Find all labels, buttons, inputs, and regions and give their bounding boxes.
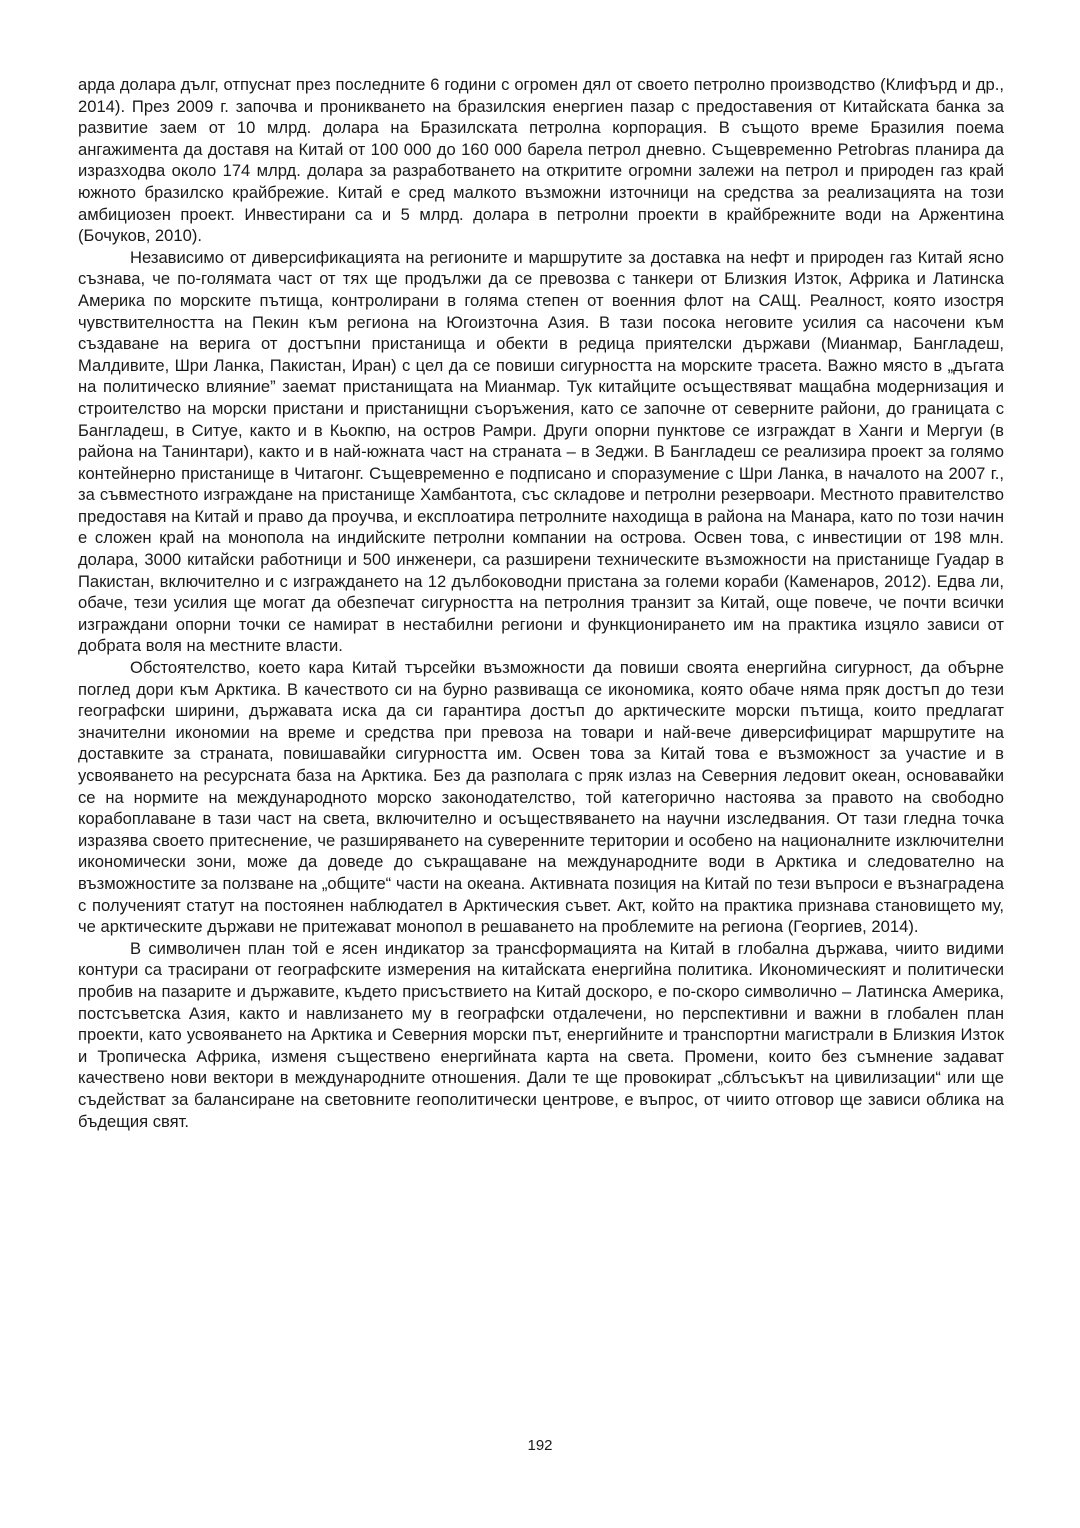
paragraph-4: В символичен план той е ясен индикатор за трансформацията на Китай в глобална държава, чиито видими контури са трасирани от географските измерения на китайската енергийна политика. Икономическият и политически пробив на пазарите и държавите, където присъствието на Китай доскоро, е по-скоро символично – Латинска Америка, постсъветска Азия, както и навлизането му в географски отдалечени, но перспективни и важни в глобален план проекти, като усвояването на Арктика и Северния морски път, енергийните и транспортни магистрали в Близкия Изток и Тропическа Африка, изменя съществено енергийната карта на света. Промени, които без съмнение задават качествено нови вектори в международните отношения. Дали те ще провокират „сблъсъкът на цивилизации“ или ще съдействат за балансиране на световните геополитически центрове, е въпрос, от чиито отговор ще зависи облика на бъдещия свят.	[78, 938, 1004, 1131]
page-body	[78, 74, 1004, 1132]
paragraph-1: арда долара дълг, отпуснат през последните 6 години с огромен дял от своето петролно производство (Клифърд и др., 2014). През 2009 г. започва и проникването на бразилския енергиен пазар с предоставения от Китайската банка за развитие заем от 10 млрд. долара на Бразилската петролна корпорация. В същото време Бразилия поема ангажимента да доставя на Китай от 100 000 до 160 000 барела петрол дневно. Същевременно Petrobras планира да изразходва около 174 млрд. долара за разработването на откритите огромни залежи на петрол и природен газ край южното бразилско крайбрежие. Китай е сред малкото възможни източници на средства за реализацията на този амбициозен проект. Инвестирани са и 5 млрд. долара в петролни проекти в крайбрежните води на Аржентина (Бочуков, 2010).	[78, 75, 1004, 246]
page-number: 192	[527, 1437, 553, 1454]
paragraph-2: Независимо от диверсификацията на регионите и маршрутите за доставка на нефт и природен газ Китай ясно съзнава, че по-голямата част от тях ще продължи да се превозва с танкери от Близкия Изток, Африка и Латинска Америка по морските пътища, контролирани в голяма степен от военния флот на САЩ. Реалност, която изостря чувствителността на Пекин към региона на Югоизточна Азия. В тази посока неговите усилия са насочени към създаване на верига от достъпни пристанища и обекти в редица приятелски държави (Мианмар, Бангладеш, Малдивите, Шри Ланка, Пакистан, Иран) с цел да се повиши сигурността на морските трасета. Важно място в „дъгата на политическо влияние” заемат пристанищата на Мианмар. Тук китайците осъществяват мащабна модернизация и строителство на морски пристани и пристанищни съоръжения, като се започне от северните райони, до границата с Бангладеш, в Ситуе, както и в Кьокпю, на остров Рамри. Други опорни пунктове се изграждат в Ханги и Мергуи (в района на Танинтари), както и в най-южната част на страната – в Зеджи. В Бангладеш се реализира проект за голямо контейнерно пристанище в Читагонг. Същевременно е подписано и споразумение с Шри Ланка, в началото на 2007 г., за съвместното изграждане на пристанище Хамбантота, със складове и петролни резервоари. Местното правителство предоставя на Китай и право да проучва, и експлоатира петролните находища в района на Манара, като по този начин е сложен край на монопола на индийските петролни компании на острова. Освен това, с инвестиции от 198 млн. долара, 3000 китайски работници и 500 инженери, са разширени техническите възможности на пристанище Гуадар в Пакистан, включително и с изграждането на 12 дълбоководни пристана за големи кораби (Каменаров, 2012). Едва ли, обаче, тези усилия ще могат да обезпечат сигурността на петролния транзит за Китай, още повече, че почти всички изграждани опорни точки се намират в нестабилни региони и функционирането им на практика изцяло зависи от добрата воля на местните власти.	[78, 247, 1004, 656]
paragraph-3: Обстоятелство, което кара Китай търсейки възможности да повиши своята енергийна сигурност, да обърне поглед дори към Арктика. В качеството си на бурно развиваща се икономика, която обаче няма пряк достъп до тези географски ширини, държавата иска да си гарантира достъп до арктическите морски пътища, които предлагат значителни икономии на време и средства при превоза на товари и най-вече диверсифицират маршрутите на доставките за страната, повишавайки сигурността им. Освен това за Китай това е възможност за участие и в усвояването на ресурсната база на Арктика. Без да разполага с пряк излаз на Северния ледовит океан, основавайки се на нормите на международното морско законодателство, той категорично настоява за правото на свободно корабоплаване в тази част на света, включително и осъществяването на научни изследвания. От тази гледна точка изразява своето притеснение, че разширяването на суверенните територии и особено на националните изключителни икономически зони, може да доведе до съкращаване на международните води в Арктика и следователно на възможностите за ползване на „общите“ части на океана. Активната позиция на Китай по тези въпроси е възнаградена с полученият статут на постоянен наблюдател в Арктическия съвет. Акт, който на практика признава становището му, че арктическите държави не притежават монопол в решаването на проблемите на региона (Георгиев, 2014).	[78, 658, 1004, 937]
